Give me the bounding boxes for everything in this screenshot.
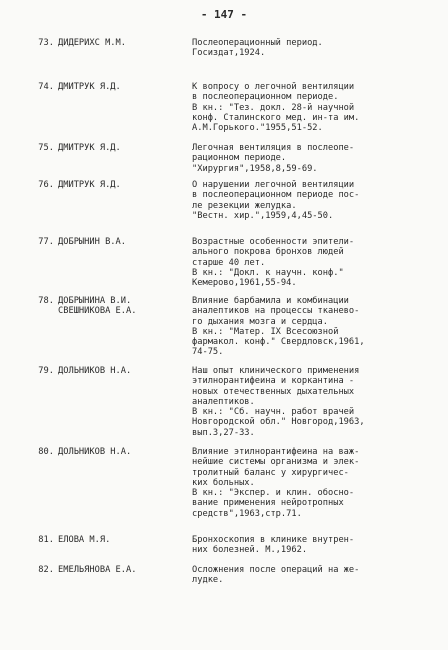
- entry-author: [58, 565, 186, 575]
- description-line: "Хирургия",1958,8,59-69.: [192, 163, 318, 174]
- description-line: О нарушении легочной вентиляции: [192, 180, 355, 190]
- description-line: го дыхания мозга и сердца.: [192, 316, 328, 327]
- description-line: нейшие системы организма и элек-: [192, 457, 360, 468]
- entry-number: 76.: [38, 180, 54, 190]
- description-line: в послеоперационном периоде пос-: [192, 190, 360, 201]
- entry-description: [192, 237, 442, 288]
- author-name: СВЕШНИКОВА Е.А.: [58, 306, 137, 317]
- entry-author: [58, 143, 186, 153]
- entry-description: [192, 447, 442, 519]
- description-line: аналептиков на процессы тканево-: [192, 306, 360, 317]
- entry-description: [192, 366, 442, 438]
- description-line: тролитный баланс у хирургичес-: [192, 467, 349, 478]
- description-line: Госиздат,1924.: [192, 48, 266, 59]
- description-line: конф. Сталинского мед. ин-та им.: [192, 112, 360, 123]
- description-line: ких больных.: [192, 477, 255, 488]
- description-line: В кн.: "Сб. научн. работ врачей: [192, 407, 355, 418]
- description-line: Влияние барбамила и комбинации: [192, 296, 349, 306]
- entry-author: [58, 535, 186, 545]
- description-line: Новгородской обл." Новгород,1963,: [192, 417, 365, 428]
- description-line: Легочная вентиляция в послеопе-: [192, 143, 355, 153]
- description-line: ле резекции желудка.: [192, 200, 297, 211]
- entry-author: [58, 180, 186, 190]
- description-line: В кн.: "Экспер. и клин. обосно-: [192, 488, 355, 499]
- entry-number: 78.: [38, 296, 54, 306]
- description-line: вып.3,27-33.: [192, 427, 255, 438]
- entry-description: [192, 38, 442, 59]
- author-name: ДОБРЫНИНА В.И.: [58, 296, 132, 306]
- entry-number: 81.: [38, 535, 54, 545]
- description-line: 74-75.: [192, 347, 224, 358]
- description-line: Осложнения после операций на же-: [192, 565, 360, 575]
- author-name: ДМИТРУК Я.Д.: [58, 82, 121, 92]
- description-line: Бронхоскопия в клинике внутрен-: [192, 535, 355, 545]
- author-name: ЕЛОВА М.Я.: [58, 535, 111, 545]
- description-line: Наш опыт клинического применения: [192, 366, 360, 376]
- entry-author: [58, 366, 186, 376]
- description-line: вание применения нейротропных: [192, 498, 344, 509]
- description-line: А.М.Горького."1955,51-52.: [192, 123, 323, 134]
- entry-description: [192, 82, 442, 133]
- description-line: В кн.: "Матер. IX Всесоюзной: [192, 326, 339, 337]
- entry-author: [58, 237, 186, 247]
- author-name: ДМИТРУК Я.Д.: [58, 180, 121, 190]
- description-line: Возрастные особенности эпители-: [192, 237, 355, 247]
- description-line: новых отечественных дыхательных: [192, 386, 355, 397]
- description-line: них болезней. М.,1962.: [192, 545, 308, 556]
- entry-description: [192, 535, 442, 556]
- description-line: аналептиков.: [192, 396, 255, 407]
- entry-description: [192, 565, 442, 586]
- entry-description: [192, 143, 442, 174]
- author-name: ДОЛЬНИКОВ Н.А.: [58, 447, 132, 457]
- entry-number: 80.: [38, 447, 54, 457]
- description-line: ального покрова бронхов людей: [192, 247, 344, 258]
- entry-description: [192, 296, 442, 358]
- entry-number: 74.: [38, 82, 54, 92]
- entry-number: 77.: [38, 237, 54, 247]
- page-number: - 147 -: [200, 8, 248, 21]
- description-line: К вопросу о легочной вентиляции: [192, 82, 355, 92]
- author-name: ДОБРЫНИН В.А.: [58, 237, 126, 247]
- author-name: ДМИТРУК Я.Д.: [58, 143, 121, 153]
- description-line: старше 40 лет.: [192, 257, 266, 268]
- description-line: в послеоперационном периоде.: [192, 92, 339, 103]
- entry-number: 82.: [38, 565, 54, 575]
- description-line: Кемерово,1961,55-94.: [192, 278, 297, 289]
- description-line: этилнорантифеина и коркантина -: [192, 376, 355, 387]
- entry-number: 79.: [38, 366, 54, 376]
- author-name: ДИДЕРИХС М.М.: [58, 38, 126, 48]
- author-name: ЕМЕЛЬЯНОВА Е.А.: [58, 565, 137, 575]
- entry-description: [192, 180, 442, 221]
- description-line: В кн.: "Докл. к научн. конф.": [192, 267, 344, 278]
- description-line: Послеоперационный период.: [192, 38, 323, 48]
- entry-number: 73.: [38, 38, 54, 48]
- description-line: В кн.: "Тез. докл. 28-й научной: [192, 102, 355, 113]
- entry-author: [58, 82, 186, 92]
- description-line: средств",1963,стр.71.: [192, 508, 302, 519]
- entry-number: 75.: [38, 143, 54, 153]
- description-line: Влияние этилнорантифеина на важ-: [192, 447, 360, 457]
- entry-author: [58, 447, 186, 457]
- description-line: "Вестн. хир.",1959,4,45-50.: [192, 210, 334, 221]
- description-line: лудке.: [192, 575, 224, 586]
- entry-author: [58, 38, 186, 48]
- description-line: рационном периоде.: [192, 153, 287, 164]
- author-name: ДОЛЬНИКОВ Н.А.: [58, 366, 132, 376]
- description-line: фармакол. конф." Свердловск,1961,: [192, 337, 365, 348]
- entry-author: [58, 296, 186, 317]
